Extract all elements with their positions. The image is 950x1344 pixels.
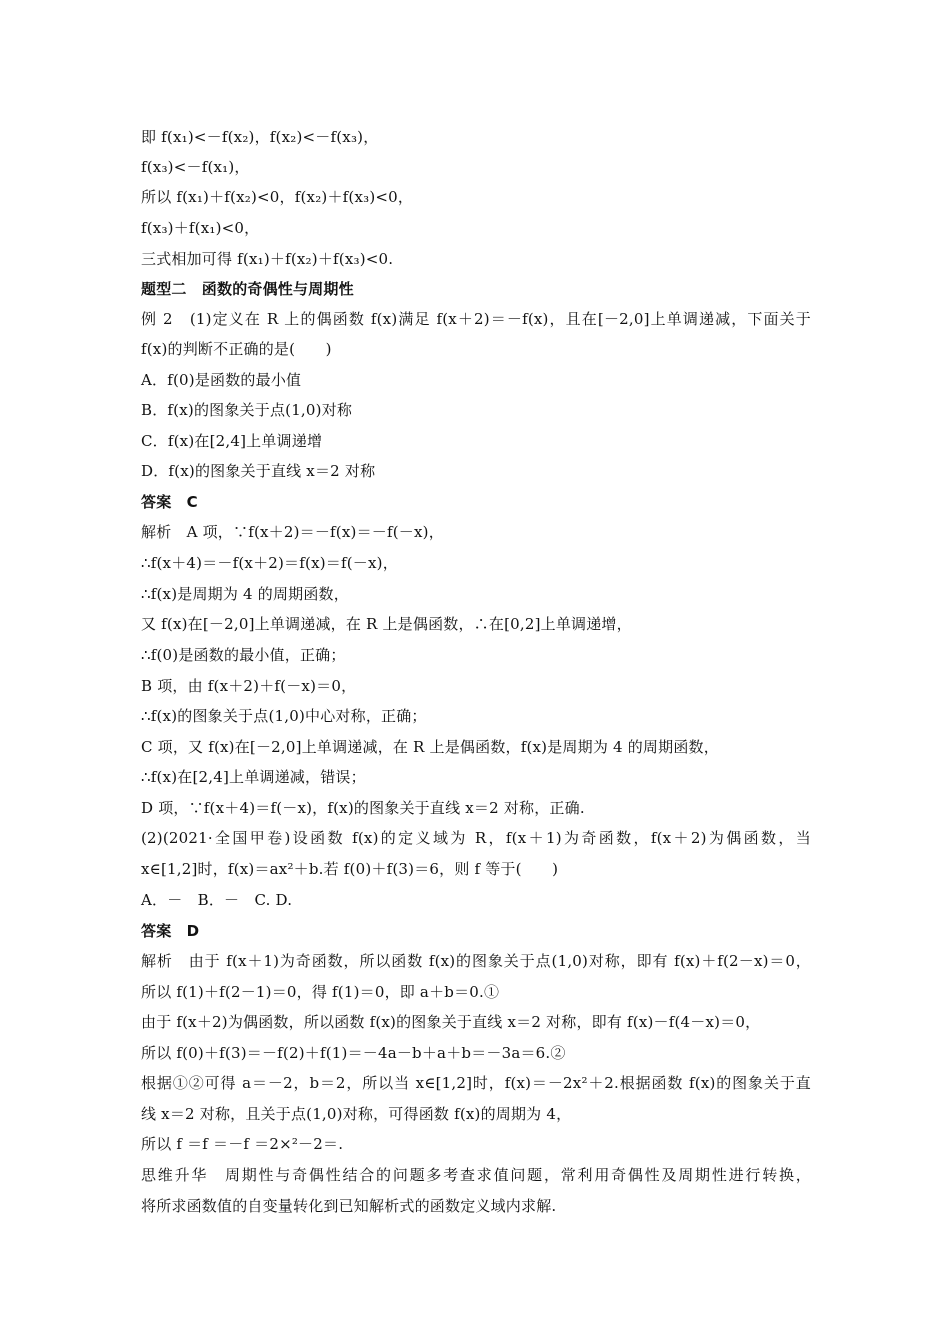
text-line: x∈[1,2]时，f(x)＝ax²＋b.若 f(0)＋f(3)＝6，则 f 等于( ): [141, 860, 559, 878]
text-line: 所以 f(x₁)＋f(x₂)<0，f(x₂)＋f(x₃)<0，: [141, 188, 414, 206]
example-question: 例 2 (1)定义在 R 上的偶函数 f(x)满足 f(x＋2)＝－f(x)，且在[－2,0]上单调递减，下面关于: [141, 310, 811, 328]
text-line: ∴f(x)在[2,4]上单调递减，错误；: [141, 768, 366, 786]
text-line: 又 f(x)在[－2,0]上单调递减，在 R 上是偶函数，∴在[0,2]上单调递增，: [141, 615, 632, 633]
analysis-line: 解析 A 项，∵f(x＋2)＝－f(x)＝－f(－x)，: [141, 523, 444, 541]
text-line: C 项，又 f(x)在[－2,0]上单调递减，在 R 上是偶函数，f(x)是周期为 4 的周期函数，: [141, 738, 719, 756]
text-line: 即 f(x₁)<－f(x₂)，f(x₂)<－f(x₃)，: [141, 128, 379, 146]
option-d: D．f(x)的图象关于直线 x＝2 对称: [141, 462, 376, 480]
answer-label: 答案 D: [141, 922, 200, 940]
text-line: f(x)的判断不正确的是( ): [141, 340, 332, 358]
option-a: A．f(0)是函数的最小值: [141, 371, 302, 389]
text-line: 三式相加可得 f(x₁)＋f(x₂)＋f(x₃)<0.: [141, 250, 394, 268]
text-line: f(x₃)<－f(x₁)，: [141, 158, 250, 176]
text-line: ∴f(x)的图象关于点(1,0)中心对称，正确；: [141, 707, 427, 725]
text-line: 线 x＝2 对称，且关于点(1,0)对称，可得函数 f(x)的周期为 4，: [141, 1105, 572, 1123]
text-line: B 项，由 f(x＋2)＋f(－x)＝0，: [141, 677, 357, 695]
text-line: 所以 f(1)＋f(2－1)＝0，得 f(1)＝0，即 a＋b＝0.①: [141, 983, 500, 1001]
answer-label: 答案 C: [141, 493, 198, 511]
text-line: D 项，∵f(x＋4)＝f(－x)，f(x)的图象关于直线 x＝2 对称，正确.: [141, 799, 585, 817]
summary-line: 将所求函数值的自变量转化到已知解析式的函数定义域内求解.: [141, 1197, 557, 1215]
text-line: ∴f(x＋4)＝－f(x＋2)＝f(x)＝f(－x)，: [141, 554, 398, 572]
question-2: (2)(2021·全国甲卷)设函数 f(x)的定义域为 R，f(x＋1)为奇函数，f(x＋2)为偶函数，当: [141, 829, 811, 847]
option-b: B．f(x)的图象关于点(1,0)对称: [141, 401, 353, 419]
text-line: 所以 f ＝f ＝－f ＝2×²－2＝.: [141, 1135, 344, 1153]
text-line: 由于 f(x＋2)为偶函数，所以函数 f(x)的图象关于直线 x＝2 对称，即有 f(x)－f(4－x)＝0，: [141, 1013, 761, 1031]
option-c: C．f(x)在[2,4]上单调递增: [141, 432, 323, 450]
text-line: 所以 f(0)＋f(3)＝－f(2)＋f(1)＝－4a－b＋a＋b＝－3a＝6.②: [141, 1044, 566, 1062]
text-line: ∴f(x)是周期为 4 的周期函数，: [141, 585, 349, 603]
section-heading: 题型二 函数的奇偶性与周期性: [141, 280, 354, 298]
options-line: A．－ B．－ C. D.: [141, 891, 293, 909]
text-line: ∴f(0)是函数的最小值，正确；: [141, 646, 346, 664]
text-line: 根据①②可得 a＝－2，b＝2，所以当 x∈[1,2]时，f(x)＝－2x²＋2.根据函数 f(x)的图象关于直: [141, 1074, 811, 1092]
summary-line: 思维升华 周期性与奇偶性结合的问题多考查求值问题，常利用奇偶性及周期性进行转换，: [141, 1166, 811, 1184]
text-line: f(x₃)＋f(x₁)<0，: [141, 219, 260, 237]
analysis-line: 解析 由于 f(x＋1)为奇函数，所以函数 f(x)的图象关于点(1,0)对称，即有 f(x)＋f(2－x)＝0，: [141, 952, 811, 970]
